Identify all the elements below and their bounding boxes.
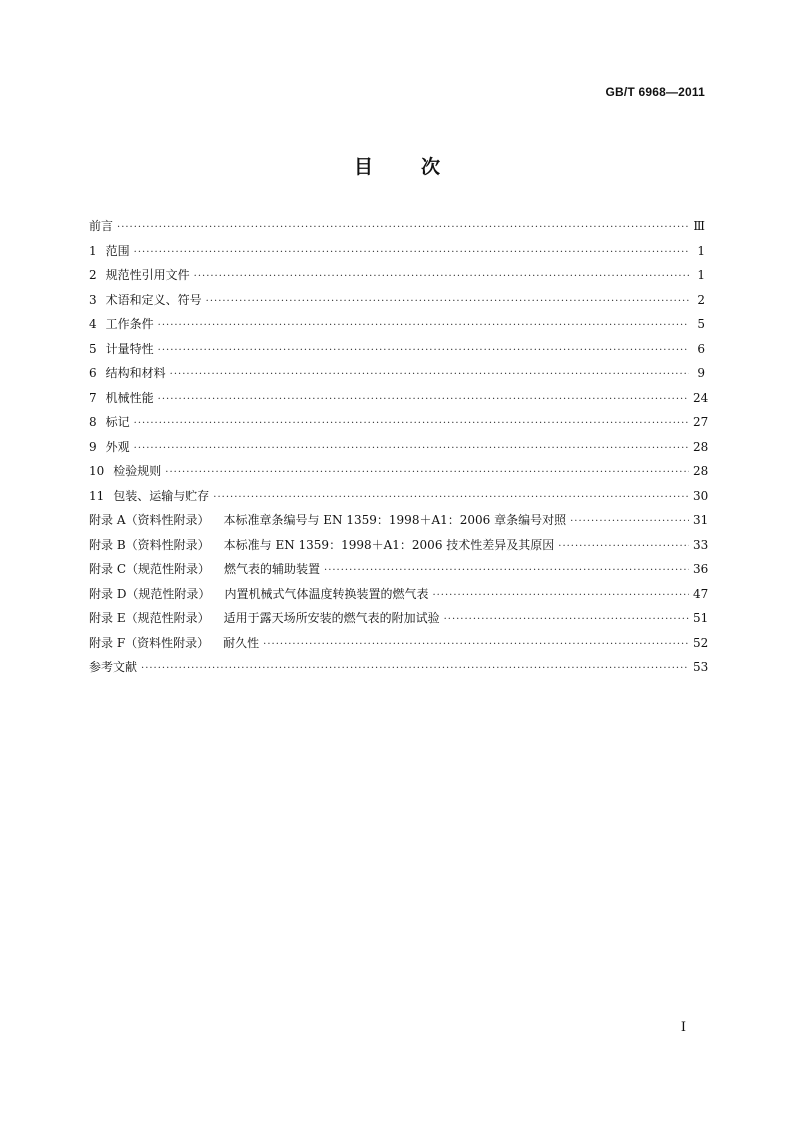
toc-entry[interactable] [89,608,709,633]
toc-entry-label: 本标准与 EN 1359：1998＋A1：2006 技术性差异及其原因 [223,537,555,552]
toc-list [89,216,709,682]
toc-entry-page: 36 [693,562,709,576]
toc-entry-number: 2 [89,268,97,282]
toc-entry-page: 52 [693,635,709,650]
toc-entry-page: 53 [693,660,709,674]
toc-entry-label: 耐久性 [223,635,260,650]
toc-entry-number: 8 [89,415,97,429]
toc-entry[interactable] [89,535,709,560]
toc-entry-annex: 附录 B（资料性附录） [89,537,210,552]
standard-code: GB/T 6968—2011 [605,85,705,99]
toc-entry-page: 31 [693,513,709,527]
toc-entry-annex: 附录 C（规范性附录） [89,562,210,576]
dot-leader [134,414,689,434]
toc-entry[interactable] [89,388,709,413]
toc-entry-number: 4 [89,317,97,331]
toc-entry-page: 2 [697,292,705,307]
dot-leader [213,488,689,508]
dot-leader [206,292,689,312]
page-number: Ⅰ [680,1020,686,1035]
toc-entry-label: 规范性引用文件 [105,268,190,282]
toc-entry-label: 燃气表的辅助装置 [224,562,321,576]
toc-entry[interactable] [89,314,705,339]
toc-entry-number: 1 [89,243,97,258]
toc-entry[interactable] [89,339,705,364]
toc-entry-page: 28 [693,439,709,454]
toc-entry-label: 本标准章条编号与 EN 1359：1998＋A1：2006 章条编号对照 [223,513,567,527]
dot-leader [324,561,689,581]
toc-entry-page: Ⅲ [693,219,705,233]
toc-entry-label: 参考文献 [89,660,138,674]
toc-entry-label: 外观 [105,439,130,454]
toc-entry-number: 7 [89,390,97,405]
toc-entry-label: 术语和定义、符号 [105,292,202,307]
toc-entry-page: 30 [693,488,709,503]
toc-entry[interactable] [89,265,705,290]
dot-leader [558,537,689,557]
toc-entry-page: 47 [693,586,709,601]
toc-entry-number: 9 [89,439,97,454]
toc-entry-page: 27 [693,415,709,429]
dot-leader [165,463,689,483]
toc-entry-number: 10 [89,464,105,478]
toc-entry-label: 内置机械式气体温度转换装置的燃气表 [224,586,429,601]
dot-leader [158,316,689,336]
toc-entry-label: 适用于露天场所安装的燃气表的附加试验 [223,611,440,625]
toc-entry-page: 1 [697,268,705,282]
dot-leader [141,659,689,679]
toc-entry-page: 51 [693,611,709,625]
dot-leader [134,439,689,459]
dot-leader [570,512,689,532]
dot-leader [134,243,689,263]
toc-entry-number: 6 [89,366,97,380]
toc-entry-label: 机械性能 [105,390,154,405]
toc-entry[interactable] [89,290,705,315]
toc-entry-annex: 附录 A（资料性附录） [89,513,210,527]
toc-entry[interactable] [89,363,705,388]
toc-entry[interactable] [89,584,709,609]
toc-entry-label: 工作条件 [105,317,154,331]
toc-entry-number: 3 [89,292,97,307]
toc-entry-page: 5 [697,317,705,331]
toc-entry-number: 11 [89,488,105,503]
toc-entry-page: 6 [697,341,705,356]
toc-entry-label: 检验规则 [113,464,162,478]
toc-entry-page: 9 [697,366,705,380]
toc-entry-number: 5 [89,341,97,356]
dot-leader [117,218,689,238]
toc-entry-page: 24 [693,390,709,405]
toc-entry[interactable] [89,510,709,535]
toc-entry[interactable] [89,241,705,266]
toc-entry[interactable] [89,216,705,241]
toc-entry[interactable] [89,412,709,437]
toc-entry-label: 计量特性 [105,341,154,356]
dot-leader [158,390,689,410]
dot-leader [432,586,689,606]
toc-entry[interactable] [89,437,709,462]
toc-entry[interactable] [89,461,709,486]
toc-entry-label: 标记 [105,415,130,429]
toc-entry-page: 1 [697,243,705,258]
toc-entry[interactable] [89,657,709,682]
dot-leader [263,635,689,655]
dot-leader [194,267,689,287]
toc-entry-annex: 附录 D（规范性附录） [89,586,211,601]
toc-entry-annex: 附录 E（规范性附录） [89,611,210,625]
toc-entry-label: 包装、运输与贮存 [113,488,210,503]
toc-entry-label: 前言 [89,219,114,233]
toc-entry-annex: 附录 F（资料性附录） [89,635,210,650]
dot-leader [170,365,689,385]
toc-entry[interactable] [89,633,709,658]
toc-entry-page: 28 [693,464,709,478]
toc-entry-label: 结构和材料 [105,366,166,380]
dot-leader [444,610,689,630]
dot-leader [158,341,689,361]
toc-title: 目次 [353,156,488,178]
toc-entry-page: 33 [693,537,709,552]
toc-entry[interactable] [89,559,709,584]
toc-entry[interactable] [89,486,709,511]
toc-entry-label: 范围 [105,243,130,258]
